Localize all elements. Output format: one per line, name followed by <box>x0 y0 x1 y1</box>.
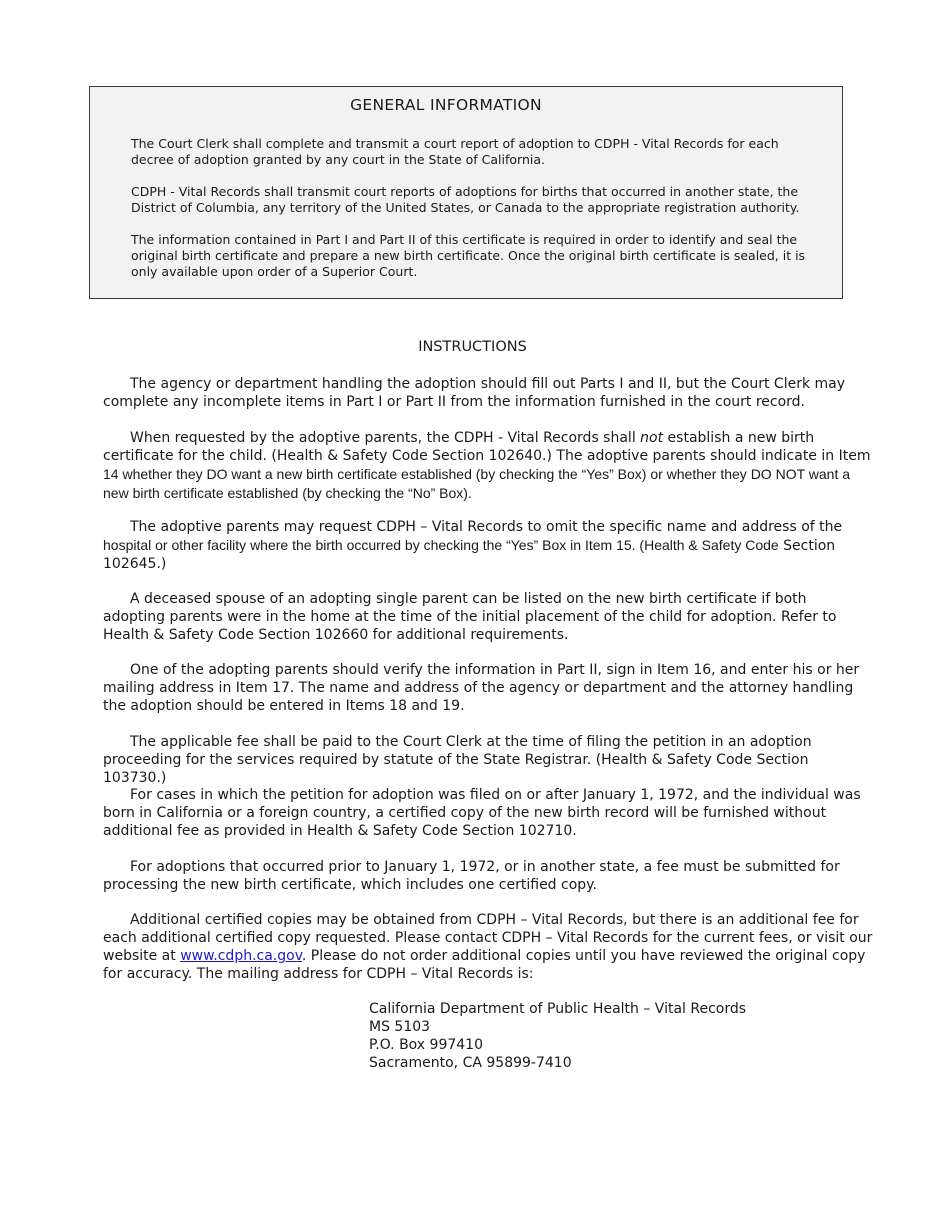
general-information-box <box>89 86 843 299</box>
instruction-text: The adoptive parents may request CDPH – Vital Records to omit the specific name and address of the <box>130 519 843 535</box>
instructions-title: INSTRUCTIONS <box>418 339 527 355</box>
instruction-paragraph-deceased-spouse: A deceased spouse of an adopting single parent can be listed on the new birth certificate if both adopting parents were in the home at the time of the initial placement of the child for adoption. Refer to Health & Safety Code Section 102660 for additional requirements. <box>103 591 837 643</box>
instruction-text: Section 102645.) <box>103 538 836 572</box>
address-line-3: P.O. Box 997410 <box>369 1037 483 1053</box>
address-line-1: California Department of Public Health – Vital Records <box>369 1001 747 1017</box>
general-information-title: GENERAL INFORMATION <box>350 96 542 114</box>
instruction-text: establish a new birth certificate for the child. (Health & Safety Code Section 102640.) The adoptive parents should indicate in Item <box>103 430 871 464</box>
general-paragraph-sealing: The information contained in Part I and Part II of this certificate is required in order to identify and seal the original birth certificate and prepare a new birth certificate. Once the original birth certificate is sealed, it is only available upon order of a Superior Court. <box>131 232 806 279</box>
instruction-paragraph-additional-copies <box>103 911 873 983</box>
instruction-text: When requested by the adoptive parents, the CDPH - Vital Records shall <box>130 430 641 446</box>
instruction-paragraph-prior-1972: For adoptions that occurred prior to January 1, 1972, or in another state, a fee must be submitted for processing the new birth certificate, which includes one certified copy. <box>103 859 840 893</box>
mailing-address <box>369 1000 746 1072</box>
cdph-website-link[interactable]: www.cdph.ca.gov <box>180 948 302 964</box>
general-paragraph-transmit: CDPH - Vital Records shall transmit court reports of adoptions for births that occurred in another state, the District of Columbia, any territory of the United States, or Canada to the appropriate registration authority. <box>131 184 800 215</box>
general-paragraph-court-clerk: The Court Clerk shall complete and transmit a court report of adoption to CDPH - Vital Records for each decree of adoption granted by any court in the State of California. <box>131 136 779 167</box>
instruction-text: . Please do not order additional copies until you have reviewed the original copy for accuracy. The mailing address for CDPH – Vital Records is: <box>103 948 866 982</box>
instruction-paragraph-parts: The agency or department handling the adoption should fill out Parts I and II, but the Court Clerk may complete any incomplete items in Part I or Part II from the information furnished in the court record. <box>103 376 846 410</box>
instruction-paragraph-fee: The applicable fee shall be paid to the Court Clerk at the time of filing the petition in an adoption proceeding for the services required by statute of the State Registrar. (Health & Safety Code Section 103730.) <box>103 734 812 786</box>
address-line-2: MS 5103 <box>369 1019 431 1035</box>
instruction-paragraph-omit-hospital <box>103 518 873 573</box>
instruction-paragraph-verify: One of the adopting parents should verify the information in Part II, sign in Item 16, and enter his or her mailing address in Item 17. The name and address of the agency or department and the attorney handling the adoption should be entered in Items 18 and 19. <box>103 662 860 714</box>
instruction-paragraph-after-1972: For cases in which the petition for adoption was filed on or after January 1, 1972, and the individual was born in California or a foreign country, a certified copy of the new birth record will be furnished without additional fee as provided in Health & Safety Code Section 102710. <box>103 787 861 839</box>
instruction-text: 14 whether they DO want a new birth certificate established (by checking the “Yes” Box) or whether they DO NOT want a new birth certificate established (by checking the “No” Box). <box>103 466 851 501</box>
emphasis-not: not <box>640 430 664 446</box>
instruction-text: Additional certified copies may be obtained from CDPH – Vital Records, but there is an additional fee for each additional certified copy requested. Please contact CDPH – Vital Records for the current fees, or visit our website at <box>103 912 873 964</box>
address-line-4: Sacramento, CA 95899-7410 <box>369 1055 572 1071</box>
instruction-text: hospital or other facility where the birth occurred by checking the “Yes” Box in Item 15. (Health & Safety Code <box>103 537 779 553</box>
instruction-paragraph-new-certificate <box>103 429 873 503</box>
